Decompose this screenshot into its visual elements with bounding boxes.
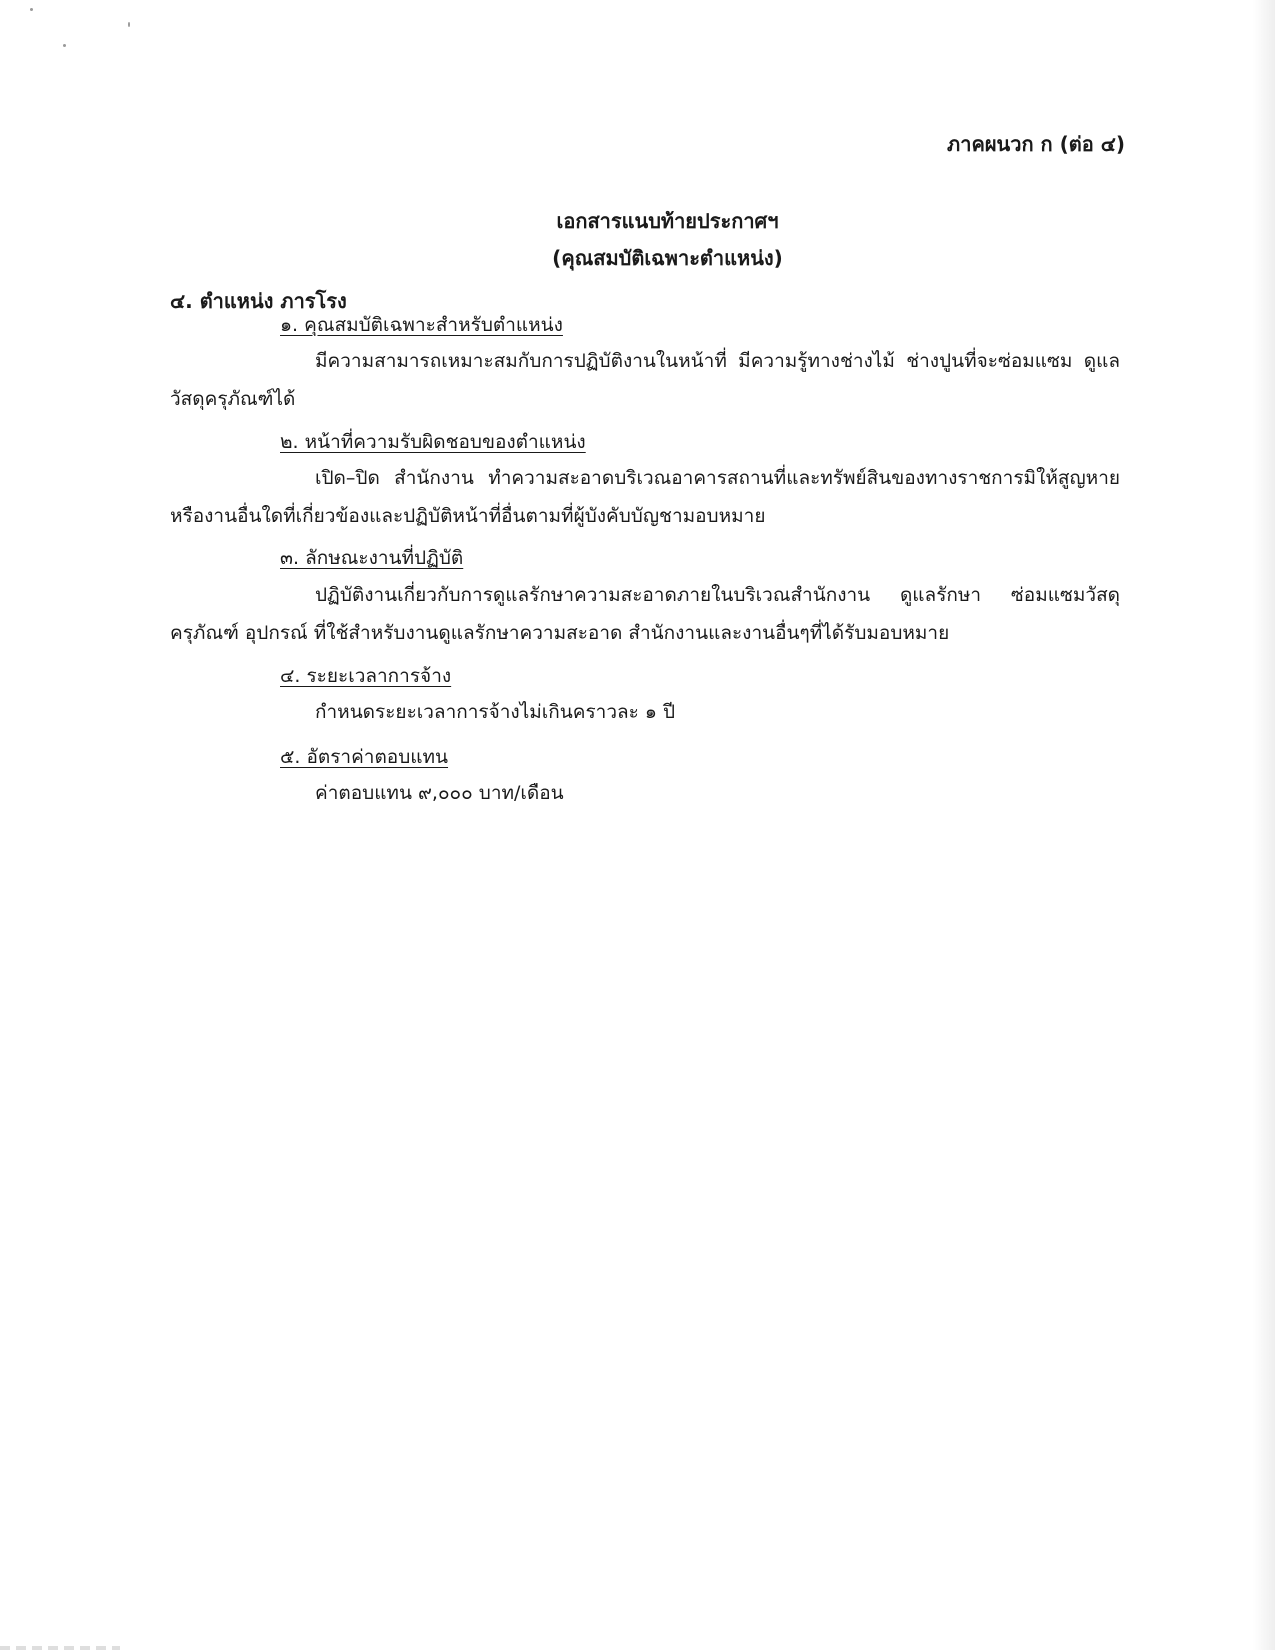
scan-speck: [63, 44, 66, 47]
scan-speck: [30, 8, 33, 11]
section-body-compensation: ค่าตอบแทน ๙,๐๐๐ บาท/เดือน: [315, 782, 564, 804]
section-heading-compensation: ๕. อัตราค่าตอบแทน: [280, 746, 449, 768]
section-heading-job-description: ๓. ลักษณะงานที่ปฏิบัติ: [280, 547, 464, 569]
document-subtitle: (คุณสมบัติเฉพาะตำแหน่ง): [552, 246, 783, 270]
section-body-job-description: ปฏิบัติงานเกี่ยวกับการดูแลรักษาความสะอาดภายในบริเวณสำนักงาน ดูแลรักษา ซ่อมแซมวัสดุครุภัณฑ์ อุปกรณ์ ที่ใช้สำหรับงานดูแลรักษาความสะอาด สำนักงานและงานอื่นๆที่ได้รับมอบหมาย: [170, 584, 1120, 644]
appendix-label: ภาคผนวก ก (ต่อ ๔): [947, 132, 1125, 156]
position-heading: ๔. ตำแหน่ง ภารโรง: [170, 289, 347, 313]
section-body-responsibilities: เปิด–ปิด สำนักงาน ทำความสะอาดบริเวณอาคารสถานที่และทรัพย์สินของทางราชการมิให้สูญหายหรืองานอื่นใดที่เกี่ยวข้องและปฏิบัติหน้าที่อื่นตามที่ผู้บังคับบัญชามอบหมาย: [170, 467, 1120, 527]
section-body-qualifications: มีความสามารถเหมาะสมกับการปฏิบัติงานในหน้าที่ มีความรู้ทางช่างไม้ ช่างปูนที่จะซ่อมแซม ดูแลวัสดุครุภัณฑ์ได้: [170, 350, 1120, 410]
section-body-employment-period: กำหนดระยะเวลาการจ้างไม่เกินคราวละ ๑ ปี: [315, 701, 676, 723]
scan-speck: [128, 22, 130, 27]
section-heading-responsibilities: ๒. หน้าที่ความรับผิดชอบของตำแหน่ง: [280, 431, 586, 453]
scan-edge-mark: [0, 1646, 120, 1650]
section-heading-employment-period: ๔. ระยะเวลาการจ้าง: [280, 665, 452, 687]
section-heading-qualifications: ๑. คุณสมบัติเฉพาะสำหรับตำแหน่ง: [280, 314, 563, 336]
document-title: เอกสารแนบท้ายประกาศฯ: [556, 209, 779, 233]
